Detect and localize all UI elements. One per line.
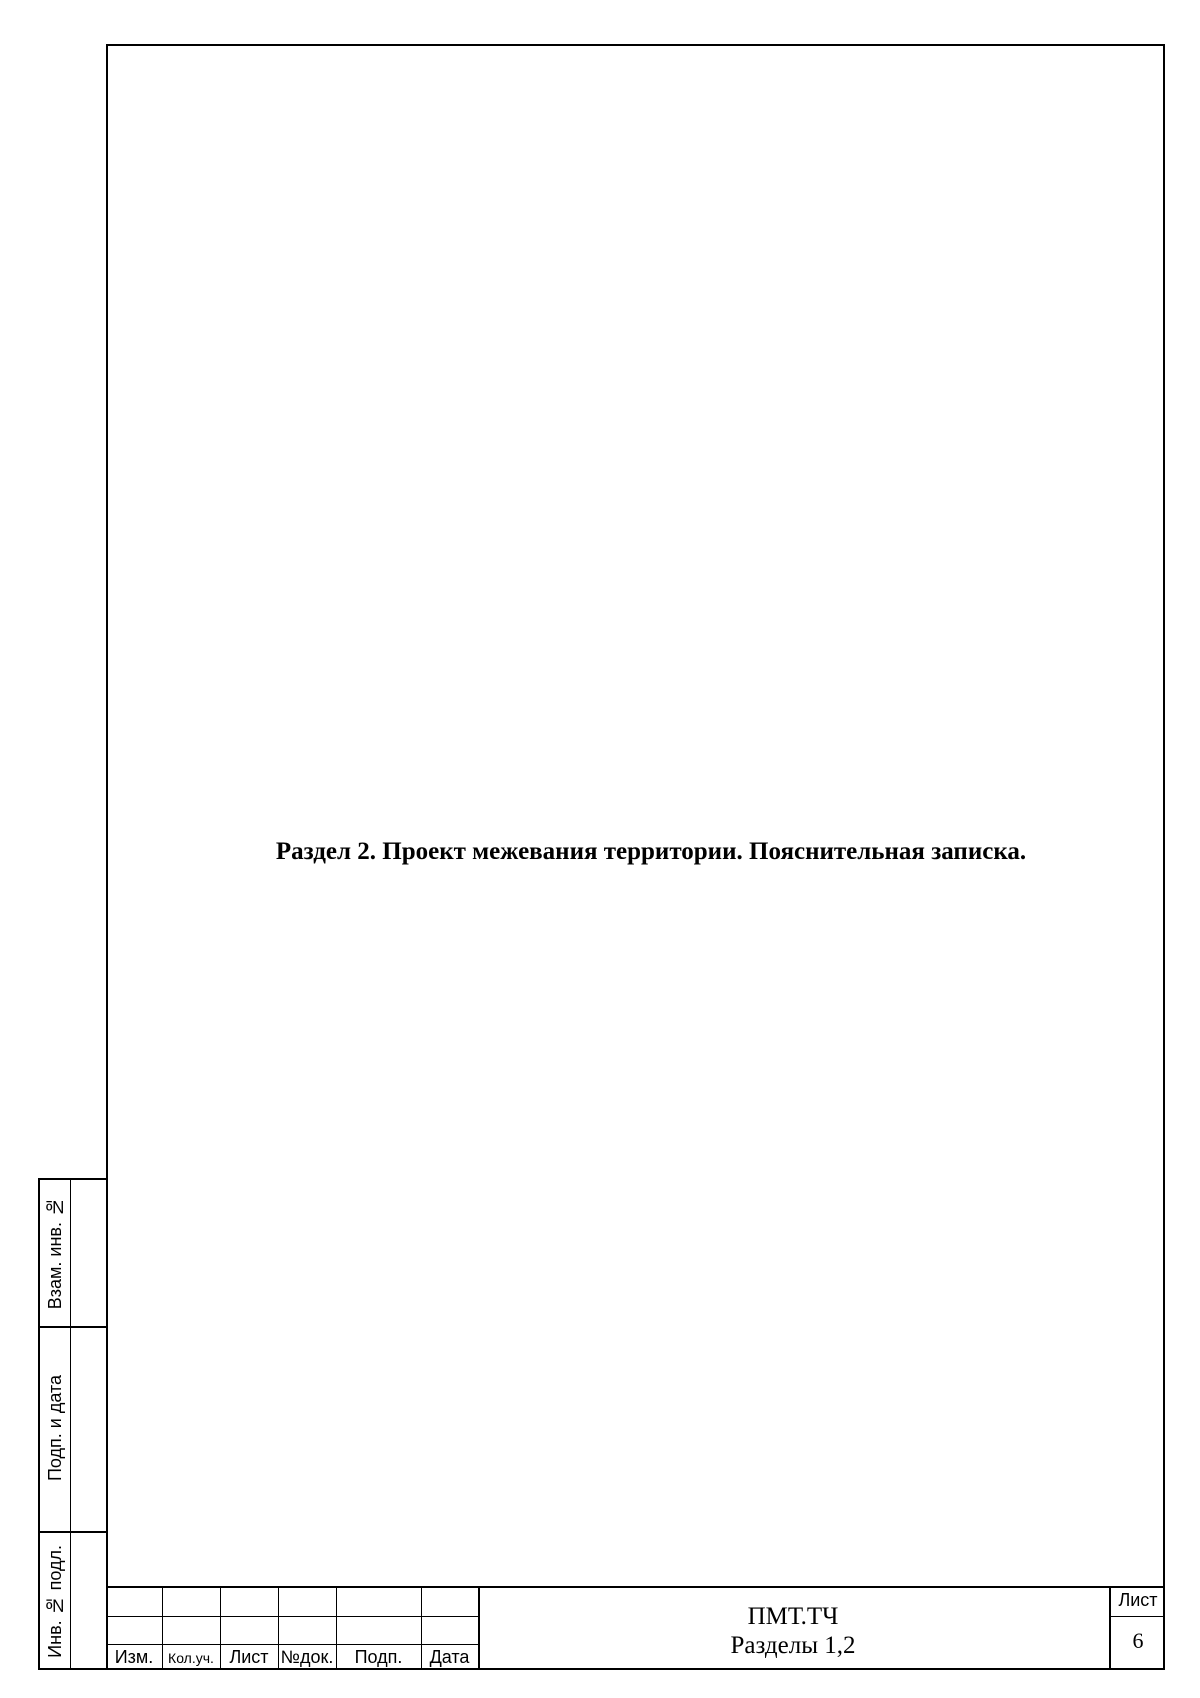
sheet-label: Лист xyxy=(1118,1590,1158,1610)
tb-row-line xyxy=(106,1616,478,1617)
col-qty: Кол.уч. xyxy=(168,1650,214,1666)
col-change: Изм. xyxy=(114,1647,154,1667)
section-title xyxy=(0,838,1200,866)
tb-row-line xyxy=(1109,1616,1165,1617)
col-sheet: Лист xyxy=(229,1647,269,1667)
orig-inv-cell xyxy=(40,1531,70,1672)
orig-inv-label: Инв. № подл. xyxy=(44,1545,65,1658)
col-signature: Подп. xyxy=(354,1647,403,1667)
document-code: ПМТ.ТЧ xyxy=(747,1603,839,1630)
col-date: Дата xyxy=(429,1647,470,1667)
document-sections: Разделы 1,2 xyxy=(730,1632,856,1659)
side-stamp xyxy=(38,1178,106,1670)
section-title-text: Раздел 2. Проект межевания территории. Пояснительная записка. xyxy=(275,838,1027,865)
sign-date-label: Подп. и дата xyxy=(44,1375,65,1482)
sheet-number: 6 xyxy=(1132,1628,1144,1653)
replacement-inv-cell xyxy=(40,1180,70,1326)
document-designation xyxy=(478,1602,1108,1660)
title-block xyxy=(106,1586,1165,1670)
replacement-inv-label: Взам. инв. № xyxy=(44,1196,65,1310)
side-stamp-divider xyxy=(70,1180,71,1668)
tb-row-line xyxy=(106,1644,478,1645)
col-doc-no: №док. xyxy=(280,1647,334,1667)
sign-date-cell xyxy=(40,1326,70,1531)
